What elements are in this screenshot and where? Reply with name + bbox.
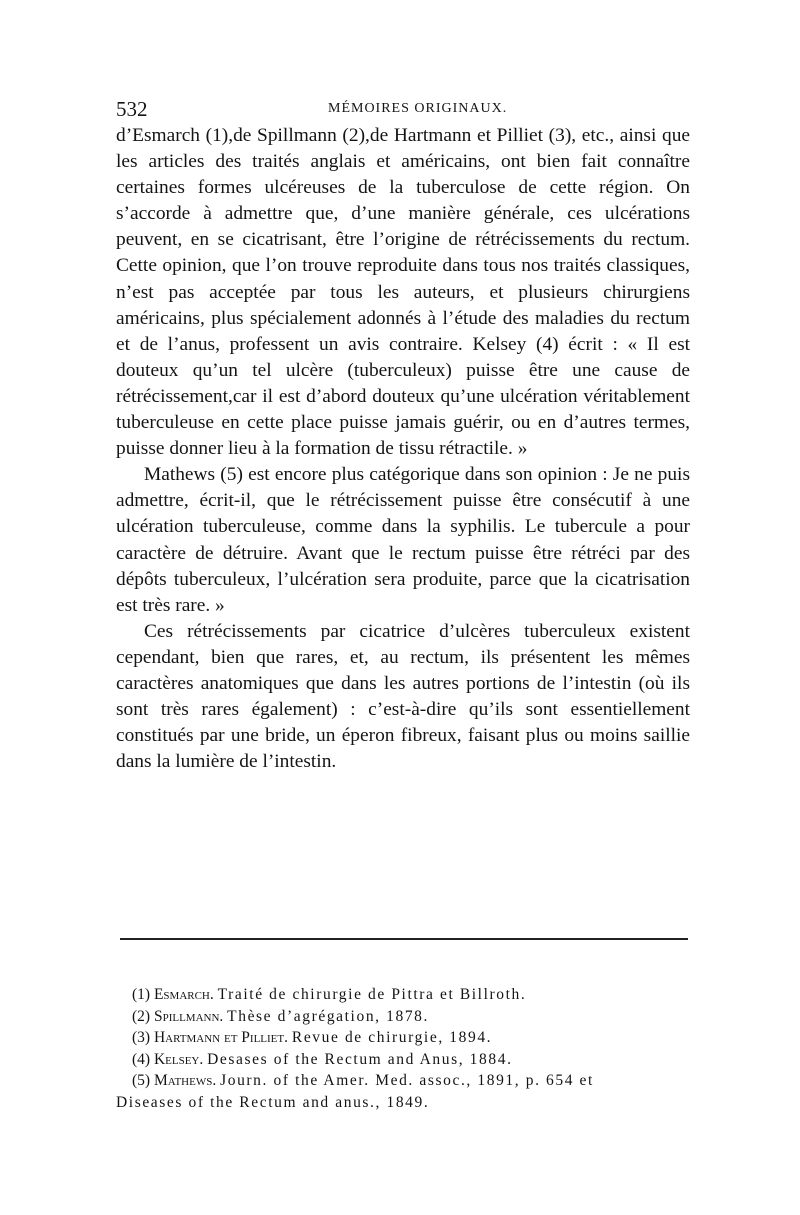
paragraph: d’Esmarch (1),de Spillmann (2),de Hartmann et Pilliet (3), etc., ainsi que les articles des traités anglais et américains, ont bien fait connaître certaines formes ulcéreuses de la tuberculose de cette région. On s’accorde à admettre que, d’une manière générale, ces ulcérations peuvent, en se cicatrisant, être l’origine de rétrécissements du rectum. Cette opinion, que l’on trouve reproduite dans tous nos traités classiques, n’est pas acceptée par tous les auteurs, et plusieurs chirurgiens américains, plus spécialement adonnés à l’étude des maladies du rectum et de l’anus, professent un avis contraire. Kelsey (4) écrit : « Il est douteux qu’un tel ulcère (tuberculeux) puisse être une cause de rétrécissement,car il est d’abord douteux qu’une ulcération véritablement tuberculeuse en cette place puisse jamais guérir, ou en d’autres termes, puisse donner lieu à la formation de tissu rétractile. »	[116, 125, 690, 460]
page-number: 532	[116, 97, 148, 121]
footnote-continuation	[117, 1092, 693, 1114]
footnote-author: Mathews.	[153, 1072, 217, 1090]
footnote-number: (1)	[132, 986, 151, 1003]
footnote	[117, 1027, 693, 1049]
paragraph: Ces rétrécissements par cicatrice d’ulcères tuberculeux existent cependant, bien que rares, et, au rectum, ils présentent les mêmes caractères anatomiques que dans les autres portions de l’intestin (où ils sont très rares également) : c’est-à-dire qu’ils sont essentiellement constitués par une bride, un éperon fibreux, faisant plus ou moins saillie dans la lumière de l’intestin.	[116, 620, 690, 773]
paragraph: Mathews (5) est encore plus catégorique dans son opinion : Je ne puis admettre, écrit-il, que le rétrécissement puisse être consécutif à une ulcération tuberculeuse, comme dans la syphilis. Le tubercule a pour caractère de détruire. Avant que le rectum puisse être rétréci par des dépôts tuberculeux, l’ulcération sera produite, parce que la cicatrisation est très rare. »	[116, 464, 690, 616]
footnote	[117, 984, 693, 1006]
footnote-text: Thèse d’agrégation, 1878.	[227, 1007, 429, 1025]
running-header	[116, 97, 688, 123]
footnote-number: (4)	[132, 1050, 151, 1068]
footnotes	[117, 984, 693, 1114]
footnote-continuation-text: Diseases of the Rectum and anus., 1849.	[116, 1093, 430, 1111]
footnote-number: (2)	[132, 1007, 151, 1025]
footnote	[117, 1006, 693, 1028]
footnote-text: Desases of the Rectum and Anus, 1884.	[207, 1050, 513, 1068]
body-text	[116, 123, 690, 775]
footnote-number: (3)	[132, 1029, 151, 1047]
footnote-text: Journ. of the Amer. Med. assoc., 1891, p. 654 et	[220, 1072, 594, 1090]
footnote-divider	[120, 938, 688, 940]
footnote-text: Revue de chirurgie, 1894.	[291, 1029, 493, 1047]
footnote-author: Kelsey.	[153, 1050, 204, 1068]
running-title: MÉMOIRES ORIGINAUX.	[328, 101, 508, 116]
footnote	[117, 1049, 693, 1071]
footnote-author: Esmarch.	[153, 986, 214, 1003]
footnote-number: (5)	[132, 1072, 151, 1090]
footnote-text: Traité de chirurgie de Pittra et Billroth.	[217, 986, 527, 1003]
footnote-author: Hartmann et Pilliet.	[153, 1029, 288, 1047]
footnote-author: Spillmann.	[153, 1007, 224, 1025]
footnote	[117, 1070, 693, 1092]
